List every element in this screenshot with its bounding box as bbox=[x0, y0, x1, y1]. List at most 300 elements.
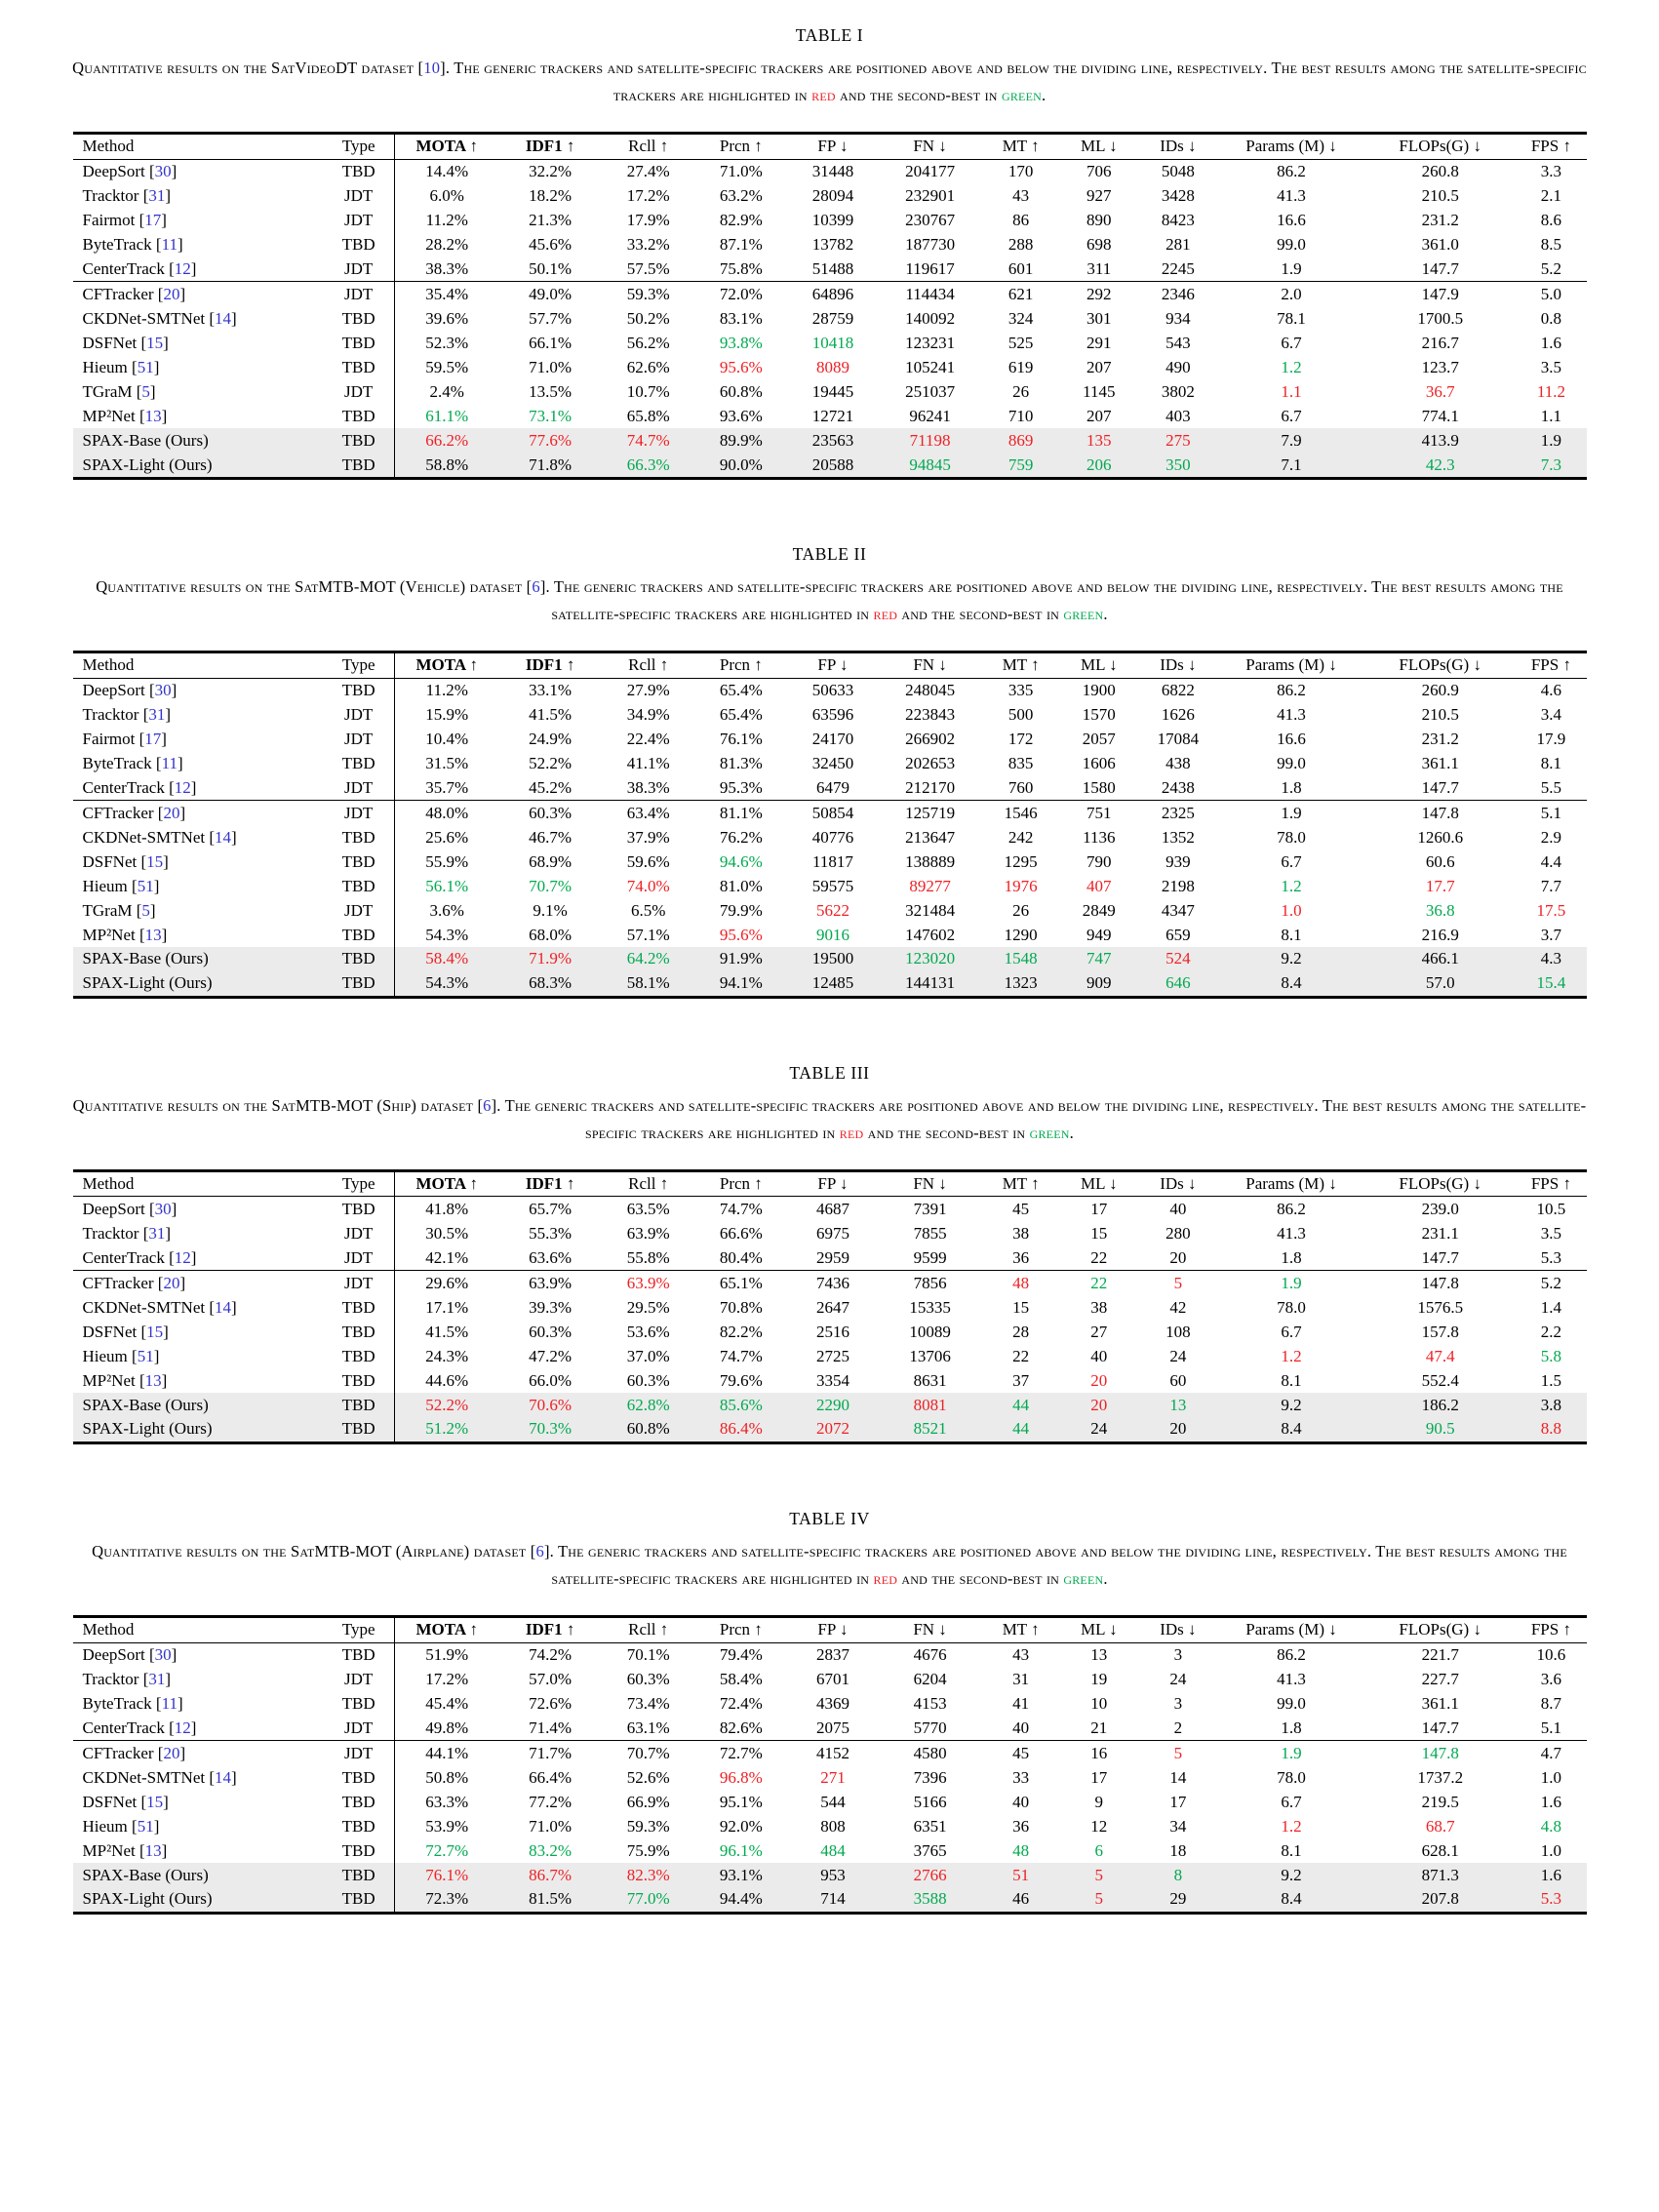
citation-link[interactable]: 11 bbox=[161, 753, 178, 772]
citation-link[interactable]: 51 bbox=[137, 357, 154, 376]
cell-rcll: 37.0% bbox=[626, 1346, 670, 1365]
cell-mt: 40 bbox=[982, 1716, 1060, 1740]
method-name: DSFNet bbox=[82, 851, 138, 871]
citation-link[interactable]: 31 bbox=[148, 186, 166, 206]
citation-link[interactable]: 13 bbox=[144, 406, 162, 425]
cell-prcn: 92.0% bbox=[719, 1816, 763, 1836]
cell-fp: 28094 bbox=[811, 186, 854, 206]
table-row bbox=[73, 1271, 1587, 1295]
citation-link[interactable]: 31 bbox=[148, 1670, 166, 1689]
method-name: CenterTrack bbox=[82, 1718, 165, 1737]
cell-params: 1.9 bbox=[1281, 1273, 1302, 1292]
cell-ml: 22 bbox=[1060, 1245, 1138, 1270]
cell-mt: 1976 bbox=[1004, 876, 1038, 895]
column-header-mt: MT ↑ bbox=[982, 652, 1060, 678]
cell-fp: 484 bbox=[820, 1840, 846, 1860]
cell-ml: 20 bbox=[1090, 1370, 1108, 1390]
cell-mota: 49.8% bbox=[395, 1716, 498, 1740]
column-header-fps: FPS ↑ bbox=[1516, 652, 1586, 678]
method-cell: DSFNet [15] bbox=[82, 1322, 169, 1341]
cell-flops: 239.0 bbox=[1421, 1200, 1459, 1219]
caption-color-word: red bbox=[873, 605, 898, 624]
cell-flops: 1737.2 bbox=[1417, 1767, 1464, 1787]
cell-fps: 5.5 bbox=[1516, 775, 1586, 800]
cell-ml: 751 bbox=[1086, 803, 1112, 822]
cell-fn: 212170 bbox=[879, 775, 982, 800]
cell-fn: 251037 bbox=[905, 381, 956, 401]
caption-text: Quantitative results on the SatMTB-MOT (Ship) dataset [ bbox=[72, 1095, 484, 1115]
cell-rcll: 38.3% bbox=[602, 775, 694, 800]
cell-flops: 36.7 bbox=[1425, 381, 1455, 401]
column-header-method: Method bbox=[73, 1170, 323, 1197]
cell-flops: 231.2 bbox=[1421, 730, 1459, 749]
citation-link[interactable]: 51 bbox=[137, 876, 154, 895]
type-cell: TBD bbox=[323, 923, 395, 947]
citation-link[interactable]: 14 bbox=[215, 827, 232, 847]
cell-rcll: 63.4% bbox=[626, 803, 670, 822]
cell-prcn: 70.8% bbox=[719, 1297, 763, 1317]
cell-mota: 45.4% bbox=[425, 1693, 469, 1713]
caption-text: . bbox=[1103, 605, 1108, 624]
method-cell bbox=[73, 947, 323, 971]
cell-fp: 12485 bbox=[811, 973, 854, 993]
cell-fn: 7391 bbox=[913, 1200, 947, 1219]
column-header-fp: FP ↓ bbox=[787, 133, 878, 159]
type-cell: TBD bbox=[323, 1691, 395, 1716]
method-name: MP²Net bbox=[82, 406, 136, 425]
cell-prcn: 94.6% bbox=[719, 851, 763, 871]
cell-prcn: 75.8% bbox=[694, 257, 787, 281]
cell-fp: 6479 bbox=[787, 775, 878, 800]
type-cell: TBD bbox=[323, 1197, 395, 1221]
cell-fn: 138889 bbox=[905, 851, 956, 871]
cell-flops: 466.1 bbox=[1421, 949, 1459, 968]
cell-fn: 9599 bbox=[879, 1245, 982, 1270]
citation-link[interactable]: 13 bbox=[144, 1840, 162, 1860]
cell-rcll: 75.9% bbox=[626, 1840, 670, 1860]
cell-rcll: 60.8% bbox=[626, 1419, 670, 1439]
table-row bbox=[73, 727, 1587, 751]
method-cell: Fairmot [17] bbox=[82, 211, 167, 230]
cell-fps: 15.4 bbox=[1536, 973, 1566, 993]
cell-rcll: 63.9% bbox=[626, 1273, 670, 1292]
cell-fp: 7436 bbox=[815, 1273, 849, 1292]
citation-link[interactable]: 30 bbox=[154, 681, 172, 700]
cell-params: 1.1 bbox=[1281, 381, 1302, 401]
table-title: TABLE III bbox=[789, 1062, 870, 1083]
cell-fps: 3.8 bbox=[1540, 1395, 1562, 1414]
caption-text: ]. The generic trackers and satellite-specific trackers are positioned above and below the dividing line, respectively. The best results among the satellite-specific trackers are highlighted in bbox=[539, 576, 1563, 624]
method-cell bbox=[73, 1417, 323, 1442]
method-name: Fairmot bbox=[82, 211, 136, 230]
cell-fp: 2959 bbox=[787, 1245, 878, 1270]
citation-link[interactable]: 20 bbox=[163, 284, 180, 303]
cell-mt: 28 bbox=[1012, 1322, 1030, 1341]
cell-params: 1.8 bbox=[1218, 1716, 1364, 1740]
cell-ml: 27 bbox=[1090, 1322, 1108, 1341]
column-header-flops: FLOPs(G) ↓ bbox=[1364, 1170, 1516, 1197]
cell-params: 86.2 bbox=[1277, 1645, 1306, 1665]
cell-ml: 698 bbox=[1086, 235, 1112, 255]
cell-mt: 45 bbox=[1012, 1743, 1030, 1762]
cell-prcn: 93.8% bbox=[719, 333, 763, 352]
cell-ids: 17084 bbox=[1157, 730, 1200, 749]
caption-text: . bbox=[1041, 86, 1047, 105]
cell-fps: 17.5 bbox=[1536, 900, 1566, 920]
table-row bbox=[73, 703, 1587, 728]
cell-prcn: 82.2% bbox=[719, 1322, 763, 1341]
method-name: TGraM bbox=[82, 381, 133, 401]
type-cell: TBD bbox=[323, 1295, 395, 1320]
cell-idf1: 71.4% bbox=[498, 1716, 602, 1740]
cell-idf1: 71.0% bbox=[529, 357, 573, 376]
cell-mota: 51.2% bbox=[425, 1419, 469, 1439]
citation-link[interactable]: 6 bbox=[535, 1541, 544, 1560]
column-header-fn: FN ↓ bbox=[879, 1170, 982, 1197]
cell-fp: 63596 bbox=[811, 705, 854, 725]
cell-fn: 8521 bbox=[913, 1419, 947, 1439]
caption-text: Quantitative results on the SatVideoDT dataset [ bbox=[72, 59, 424, 77]
method-cell: Hieum [51] bbox=[82, 876, 160, 895]
method-name: SPAX-Base (Ours) bbox=[82, 1865, 209, 1884]
method-cell bbox=[73, 428, 323, 453]
cell-fps: 4.8 bbox=[1540, 1816, 1562, 1836]
citation-link[interactable]: 31 bbox=[148, 1223, 166, 1243]
cell-rcll: 66.3% bbox=[626, 454, 670, 474]
cell-params: 1.9 bbox=[1281, 803, 1302, 822]
cell-ml: 909 bbox=[1086, 973, 1112, 993]
citation-link[interactable]: 14 bbox=[215, 1297, 232, 1317]
column-header-ml: ML ↓ bbox=[1060, 1170, 1138, 1197]
cell-prcn: 65.4% bbox=[719, 705, 763, 725]
cell-ml: 747 bbox=[1086, 949, 1112, 968]
cell-ids: 2438 bbox=[1138, 775, 1218, 800]
type-cell: TBD bbox=[323, 1863, 395, 1887]
cell-fn: 4580 bbox=[913, 1743, 947, 1762]
cell-mota: 41.5% bbox=[425, 1322, 469, 1341]
method-cell: DSFNet [15] bbox=[82, 851, 169, 871]
cell-ids: 2325 bbox=[1161, 803, 1195, 822]
method-name: Hieum bbox=[82, 1816, 128, 1836]
citation-link[interactable]: 13 bbox=[144, 925, 162, 944]
cell-fp: 13782 bbox=[811, 235, 854, 255]
cell-fp: 4369 bbox=[815, 1693, 849, 1713]
method-name: SPAX-Light (Ours) bbox=[82, 1889, 213, 1909]
citation-link[interactable]: 12 bbox=[174, 1247, 191, 1267]
cell-fn: 8631 bbox=[913, 1370, 947, 1390]
cell-mt: 46 bbox=[1012, 1889, 1030, 1909]
cell-ml: 21 bbox=[1060, 1716, 1138, 1740]
citation-link[interactable]: 11 bbox=[161, 235, 178, 255]
method-cell bbox=[73, 971, 323, 997]
cell-fps: 4.6 bbox=[1540, 681, 1562, 700]
column-header-prcn: Prcn ↑ bbox=[694, 1616, 787, 1642]
cell-mt: 621 bbox=[1007, 284, 1034, 303]
cell-fps: 4.3 bbox=[1540, 949, 1562, 968]
method-name: DSFNet bbox=[82, 333, 138, 352]
cell-mt: 26 bbox=[1012, 900, 1030, 920]
cell-prcn: 74.7% bbox=[719, 1200, 763, 1219]
table-row bbox=[73, 898, 1587, 923]
cell-rcll: 63.5% bbox=[626, 1200, 670, 1219]
type-cell: TBD bbox=[323, 1790, 395, 1814]
cell-prcn: 71.0% bbox=[719, 162, 763, 181]
cell-fp: 59575 bbox=[811, 876, 854, 895]
cell-fp: 50854 bbox=[811, 803, 854, 822]
cell-ml: 291 bbox=[1086, 333, 1112, 352]
citation-link[interactable]: 15 bbox=[146, 1792, 164, 1811]
method-name: CFTracker bbox=[82, 1743, 154, 1762]
cell-idf1: 13.5% bbox=[529, 381, 573, 401]
citation-link[interactable]: 30 bbox=[154, 1645, 172, 1665]
cell-mt: 760 bbox=[982, 775, 1060, 800]
table-row bbox=[73, 1691, 1587, 1716]
citation-link[interactable]: 17 bbox=[144, 211, 162, 230]
method-cell: Tracktor [31] bbox=[82, 705, 172, 725]
cell-mt: 869 bbox=[1007, 430, 1034, 450]
citation-link[interactable]: 30 bbox=[154, 162, 172, 181]
cell-fp: 2837 bbox=[815, 1645, 849, 1665]
cell-mota: 17.1% bbox=[425, 1297, 469, 1317]
cell-prcn: 76.1% bbox=[719, 730, 763, 749]
citation-link[interactable]: 20 bbox=[163, 1273, 180, 1292]
cell-flops: 221.7 bbox=[1421, 1645, 1459, 1665]
cell-rcll: 77.0% bbox=[626, 1889, 670, 1909]
caption-color-word: green bbox=[1029, 1124, 1070, 1143]
cell-fn: 144131 bbox=[905, 973, 956, 993]
column-header-rcll: Rcll ↑ bbox=[602, 1616, 694, 1642]
cell-ml: 17 bbox=[1090, 1767, 1108, 1787]
cell-mt: 288 bbox=[1007, 235, 1034, 255]
citation-link[interactable]: 12 bbox=[174, 259, 191, 279]
table-caption bbox=[69, 1538, 1591, 1594]
method-name: ByteTrack bbox=[82, 1693, 152, 1713]
cell-prcn: 90.0% bbox=[719, 454, 763, 474]
cell-rcll: 70.1% bbox=[626, 1645, 670, 1665]
citation-link[interactable]: 11 bbox=[161, 1693, 178, 1713]
cell-idf1: 68.0% bbox=[529, 925, 573, 944]
citation-link[interactable]: 15 bbox=[146, 851, 164, 871]
citation-link[interactable]: 17 bbox=[144, 730, 162, 749]
cell-mt: 324 bbox=[1007, 308, 1034, 328]
cell-rcll: 63.9% bbox=[626, 1223, 670, 1243]
column-header-fps: FPS ↑ bbox=[1516, 133, 1586, 159]
citation-link[interactable]: 51 bbox=[137, 1346, 154, 1365]
cell-mota: 10.4% bbox=[425, 730, 469, 749]
cell-fps: 3.6 bbox=[1540, 1670, 1562, 1689]
citation-link[interactable]: 14 bbox=[215, 1767, 232, 1787]
cell-idf1: 72.6% bbox=[529, 1693, 573, 1713]
cell-mt: 710 bbox=[1007, 406, 1034, 425]
method-cell bbox=[73, 1863, 323, 1887]
table-row bbox=[73, 282, 1587, 306]
cell-fps: 1.0 bbox=[1540, 1767, 1562, 1787]
cell-ids: 3802 bbox=[1161, 381, 1195, 401]
cell-rcll: 27.9% bbox=[626, 681, 670, 700]
cell-ids: 1352 bbox=[1161, 827, 1195, 847]
cell-params: 7.1 bbox=[1281, 454, 1302, 474]
cell-flops: 628.1 bbox=[1421, 1840, 1459, 1860]
cell-mt: 1548 bbox=[1004, 949, 1038, 968]
citation-link[interactable]: 5 bbox=[141, 381, 150, 401]
citation-link[interactable]: 15 bbox=[146, 1322, 164, 1341]
type-cell: TBD bbox=[323, 355, 395, 379]
method-cell: CenterTrack [12] bbox=[73, 1716, 323, 1740]
method-cell: CKDNet-SMTNet [14] bbox=[82, 1767, 237, 1787]
column-header-fn: FN ↓ bbox=[879, 652, 982, 678]
column-header-prcn: Prcn ↑ bbox=[694, 1170, 787, 1197]
method-cell bbox=[73, 1393, 323, 1417]
citation-link[interactable]: 30 bbox=[154, 1200, 172, 1219]
column-header-method: Method bbox=[73, 1616, 323, 1642]
column-header-fn: FN ↓ bbox=[879, 133, 982, 159]
cell-prcn: 72.0% bbox=[719, 284, 763, 303]
cell-idf1: 71.8% bbox=[529, 454, 573, 474]
cell-fp: 271 bbox=[820, 1767, 846, 1787]
cell-ml: 2057 bbox=[1082, 730, 1116, 749]
cell-params: 1.8 bbox=[1218, 1245, 1364, 1270]
cell-flops: 147.7 bbox=[1364, 1245, 1516, 1270]
cell-fps: 4.7 bbox=[1540, 1743, 1562, 1762]
citation-link[interactable]: 13 bbox=[144, 1370, 162, 1390]
cell-ml: 890 bbox=[1086, 211, 1112, 230]
column-header-idf1: IDF1 ↑ bbox=[498, 133, 602, 159]
cell-fn: 105241 bbox=[905, 357, 956, 376]
cell-ml: 292 bbox=[1086, 284, 1112, 303]
table-row bbox=[73, 1838, 1587, 1863]
citation-link[interactable]: 15 bbox=[146, 333, 164, 352]
cell-ml: 1900 bbox=[1082, 681, 1116, 700]
type-cell: TBD bbox=[323, 1642, 395, 1667]
cell-flops: 36.8 bbox=[1425, 900, 1455, 920]
cell-rcll: 63.1% bbox=[602, 1716, 694, 1740]
cell-fps: 8.1 bbox=[1540, 753, 1562, 772]
cell-params: 99.0 bbox=[1277, 753, 1306, 772]
cell-mota: 38.3% bbox=[395, 257, 498, 281]
cell-fps: 8.5 bbox=[1540, 235, 1562, 255]
cell-fn: 187730 bbox=[905, 235, 956, 255]
cell-mt: 15 bbox=[1012, 1297, 1030, 1317]
cell-idf1: 70.6% bbox=[529, 1395, 573, 1414]
citation-link[interactable]: 14 bbox=[215, 308, 232, 328]
cell-ml: 9 bbox=[1094, 1792, 1104, 1811]
type-cell: TBD bbox=[323, 971, 395, 997]
results-table-2 bbox=[73, 651, 1587, 999]
table-row bbox=[73, 1245, 1587, 1270]
cell-ml: 13 bbox=[1090, 1645, 1108, 1665]
cell-fn: 266902 bbox=[905, 730, 956, 749]
cell-mota: 24.3% bbox=[425, 1346, 469, 1365]
citation-link[interactable]: 6 bbox=[532, 576, 540, 596]
method-cell bbox=[73, 1887, 323, 1913]
table-row bbox=[73, 1295, 1587, 1320]
cell-mota: 15.9% bbox=[425, 705, 469, 725]
cell-rcll: 17.9% bbox=[626, 211, 670, 230]
cell-params: 86.2 bbox=[1277, 162, 1306, 181]
citation-link[interactable]: 20 bbox=[163, 803, 180, 822]
cell-prcn: 96.8% bbox=[719, 1767, 763, 1787]
results-table-3 bbox=[73, 1169, 1587, 1444]
cell-rcll: 41.1% bbox=[626, 753, 670, 772]
cell-idf1: 70.7% bbox=[529, 876, 573, 895]
cell-fp: 10418 bbox=[811, 333, 854, 352]
citation-link[interactable]: 12 bbox=[174, 777, 191, 797]
cell-fn: 15335 bbox=[909, 1297, 951, 1317]
table-row bbox=[73, 184, 1587, 209]
table-row bbox=[73, 1790, 1587, 1814]
type-cell: TBD bbox=[323, 874, 395, 898]
cell-mt: 40 bbox=[1012, 1792, 1030, 1811]
cell-prcn: 95.6% bbox=[719, 925, 763, 944]
cell-prcn: 65.1% bbox=[719, 1273, 763, 1292]
method-cell: DSFNet [15] bbox=[82, 1792, 169, 1811]
cell-ids: 281 bbox=[1165, 235, 1191, 255]
type-cell: JDT bbox=[323, 1667, 395, 1691]
citation-link[interactable]: 51 bbox=[137, 1816, 154, 1836]
cell-prcn: 95.1% bbox=[719, 1792, 763, 1811]
citation-link[interactable]: 31 bbox=[148, 705, 166, 725]
method-name: SPAX-Light (Ours) bbox=[82, 454, 213, 474]
cell-fp: 19500 bbox=[811, 949, 854, 968]
column-header-type: Type bbox=[323, 1170, 395, 1197]
caption-text: and the second-best in bbox=[835, 86, 1002, 105]
cell-mota: 11.2% bbox=[425, 211, 468, 230]
cell-ml: 16 bbox=[1090, 1743, 1108, 1762]
cell-rcll: 73.4% bbox=[626, 1693, 670, 1713]
cell-params: 6.7 bbox=[1281, 1792, 1302, 1811]
citation-link[interactable]: 6 bbox=[483, 1095, 492, 1115]
type-cell: JDT bbox=[323, 1741, 395, 1765]
cell-rcll: 62.8% bbox=[626, 1395, 670, 1414]
header-row bbox=[73, 652, 1587, 678]
cell-rcll: 57.5% bbox=[602, 257, 694, 281]
cell-mt: 48 bbox=[1012, 1273, 1030, 1292]
cell-params: 41.3 bbox=[1277, 1670, 1306, 1689]
column-header-mota: MOTA ↑ bbox=[395, 1616, 498, 1642]
cell-mt: 38 bbox=[1012, 1223, 1030, 1243]
cell-idf1: 55.3% bbox=[529, 1223, 573, 1243]
cell-mota: 29.6% bbox=[425, 1273, 469, 1292]
column-header-params: Params (M) ↓ bbox=[1218, 1616, 1364, 1642]
cell-flops: 1700.5 bbox=[1417, 308, 1464, 328]
cell-prcn: 82.6% bbox=[694, 1716, 787, 1740]
citation-link[interactable]: 10 bbox=[423, 59, 441, 77]
column-header-fps: FPS ↑ bbox=[1516, 1616, 1586, 1642]
type-cell: TBD bbox=[323, 1814, 395, 1838]
cell-fp: 28759 bbox=[811, 308, 854, 328]
citation-link[interactable]: 5 bbox=[141, 900, 150, 920]
table-row bbox=[73, 1642, 1587, 1667]
cell-fps: 1.6 bbox=[1540, 1865, 1562, 1884]
cell-ml: 311 bbox=[1060, 257, 1138, 281]
cell-idf1: 83.2% bbox=[529, 1840, 573, 1860]
cell-mt: 759 bbox=[1007, 454, 1034, 474]
citation-link[interactable]: 20 bbox=[163, 1743, 180, 1762]
table-row bbox=[73, 751, 1587, 775]
cell-fps: 11.2 bbox=[1536, 381, 1565, 401]
cell-prcn: 63.2% bbox=[719, 186, 763, 206]
column-header-ml: ML ↓ bbox=[1060, 652, 1138, 678]
cell-fps: 0.8 bbox=[1540, 308, 1562, 328]
caption-text: and the second-best in bbox=[897, 605, 1064, 624]
type-cell: TBD bbox=[323, 233, 395, 257]
citation-link[interactable]: 12 bbox=[174, 1718, 191, 1737]
column-header-ids: IDs ↓ bbox=[1138, 652, 1218, 678]
cell-prcn: 86.4% bbox=[719, 1419, 763, 1439]
cell-mt: 44 bbox=[1012, 1395, 1030, 1414]
cell-mt: 33 bbox=[1012, 1767, 1030, 1787]
cell-fps: 1.6 bbox=[1540, 1792, 1562, 1811]
